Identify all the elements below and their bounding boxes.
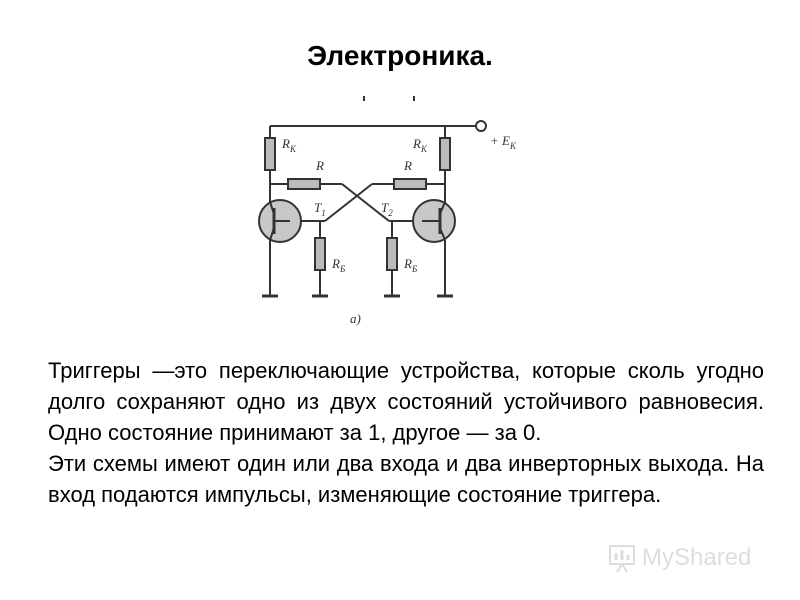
resistor-r-right — [394, 179, 426, 189]
label-t2: $T_2$ — [381, 200, 393, 218]
body-text — [48, 355, 764, 510]
resistor-r-left — [288, 179, 320, 189]
label-r-right: R — [404, 158, 412, 173]
resistor-rb-left — [315, 238, 325, 270]
paragraph-2: Эти схемы имеют один или два входа и два инверторных выхода. На вход подаются импульсы, изменяющие состояние триггера. — [48, 451, 764, 507]
presentation-icon — [608, 540, 638, 574]
slide-title: Электроника. — [307, 40, 493, 71]
label-r-left: R — [316, 158, 324, 173]
watermark — [606, 540, 776, 576]
resistor-rk-left — [265, 138, 275, 170]
label-rk-right: $R_К$ — [413, 136, 427, 154]
label-rb-left: $R_Б$ — [332, 256, 346, 274]
label-rb-right: $R_Б$ — [404, 256, 418, 274]
label-rk-left: $R_К$ — [282, 136, 296, 154]
flip-flop-circuit-diagram — [250, 88, 530, 340]
resistor-rb-right — [387, 238, 397, 270]
label-t1: $T_1$ — [314, 200, 326, 218]
paragraph-1: Триггеры —это переключающие устройства, которые сколь угодно долго сохраняют одно из двух состояний устойчивого равновесия. Одно состояние принимают за 1, другое — за 0. — [48, 358, 764, 445]
watermark-text: MyShared — [642, 544, 752, 571]
supply-terminal — [476, 121, 486, 131]
resistor-rk-right — [440, 138, 450, 170]
label-ek: + $E_К$ — [490, 133, 516, 151]
label-caption: а) — [350, 311, 361, 326]
